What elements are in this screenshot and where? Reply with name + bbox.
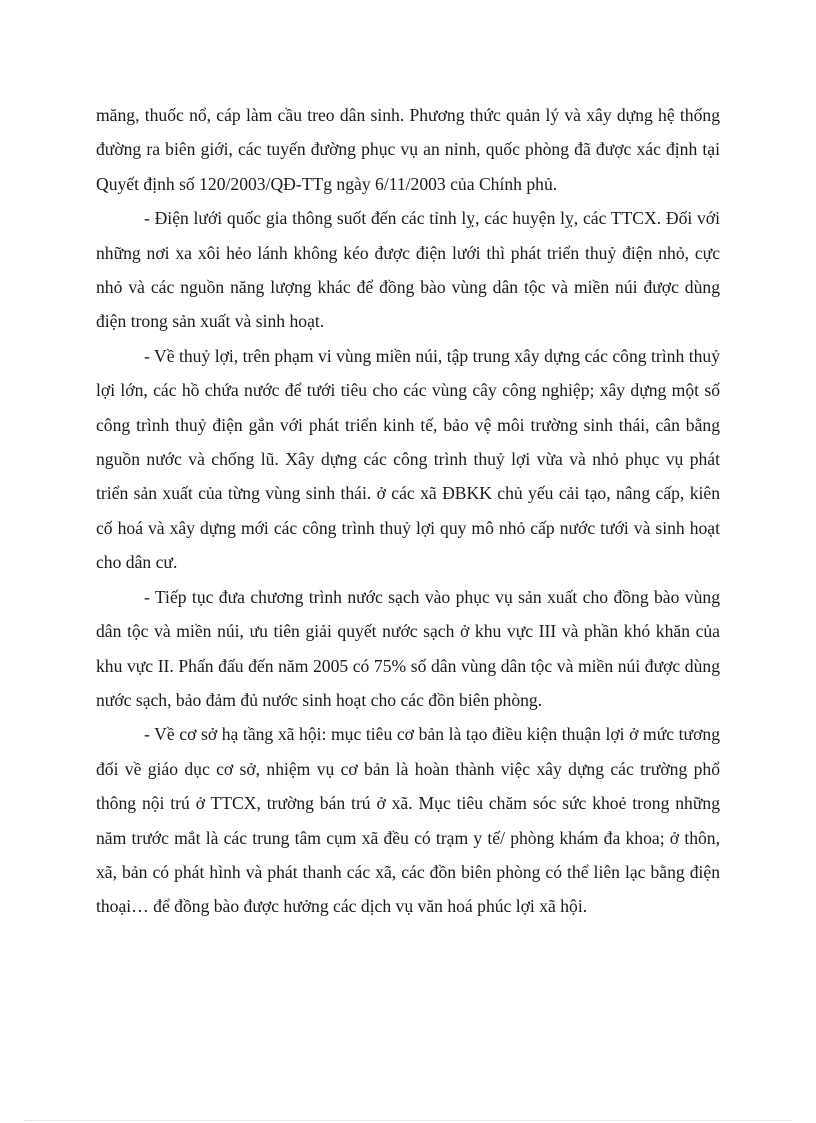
paragraph-clean-water: - Tiếp tục đưa chương trình nước sạch vào phục vụ sản xuất cho đồng bào vùng dân tộc và miền núi, ưu tiên giải quyết nước sạch ở khu vực III và phần khó khăn của khu vực II. Phấn đấu đến năm 2005 có 75% số dân vùng dân tộc và miền núi được dùng nước sạch, bảo đảm đủ nước sinh hoạt cho các đồn biên phòng. — [96, 586, 720, 710]
document-body — [96, 98, 720, 924]
paragraph-irrigation: - Về thuỷ lợi, trên phạm vi vùng miền núi, tập trung xây dựng các công trình thuỷ lợi lớn, các hồ chứa nước để tưới tiêu cho các vùng cây công nghiệp; xây dựng một số công trình thuỷ điện gắn với phát triển kinh tế, bảo vệ môi trường sinh thái, cân bằng nguồn nước và chống lũ. Xây dựng các công trình thuỷ lợi vừa và nhỏ phục vụ phát triển sản xuất của từng vùng sinh thái. ở các xã ĐBKK chủ yếu cải tạo, nâng cấp, kiên cố hoá và xây dựng mới các công trình thuỷ lợi quy mô nhỏ cấp nước tưới và sinh hoạt cho dân cư. — [96, 345, 720, 573]
paragraph-electricity: - Điện lưới quốc gia thông suốt đến các tỉnh lỵ, các huyện lỵ, các TTCX. Đối với những nơi xa xôi hẻo lánh không kéo được điện lưới thì phát triển thuỷ điện nhỏ, cực nhỏ và các nguồn năng lượng khác để đồng bào vùng dân tộc và miền núi được dùng điện trong sản xuất và sinh hoạt. — [96, 208, 720, 332]
paragraph-continuation: măng, thuốc nổ, cáp làm cầu treo dân sinh. Phương thức quản lý và xây dựng hệ thống đường ra biên giới, các tuyến đường phục vụ an ninh, quốc phòng đã được xác định tại Quyết định số 120/2003/QĐ-TTg ngày 6/11/2003 của Chính phủ. — [96, 105, 720, 194]
paragraph-social-infrastructure: - Về cơ sở hạ tầng xã hội: mục tiêu cơ bản là tạo điều kiện thuận lợi ở mức tương đối về giáo dục cơ sở, nhiệm vụ cơ bản là hoàn thành việc xây dựng các trường phổ thông nội trú ở TTCX, trường bán trú ở xã. Mục tiêu chăm sóc sức khoẻ trong những năm trước mắt là các trung tâm cụm xã đều có trạm y tế/ phòng khám đa khoa; ở thôn, xã, bản có phát hình và phát thanh các xã, các đồn biên phòng có thể liên lạc bằng điện thoại… để đồng bào được hưởng các dịch vụ văn hoá phúc lợi xã hội. — [96, 724, 720, 917]
page-bottom-divider — [24, 1120, 792, 1121]
